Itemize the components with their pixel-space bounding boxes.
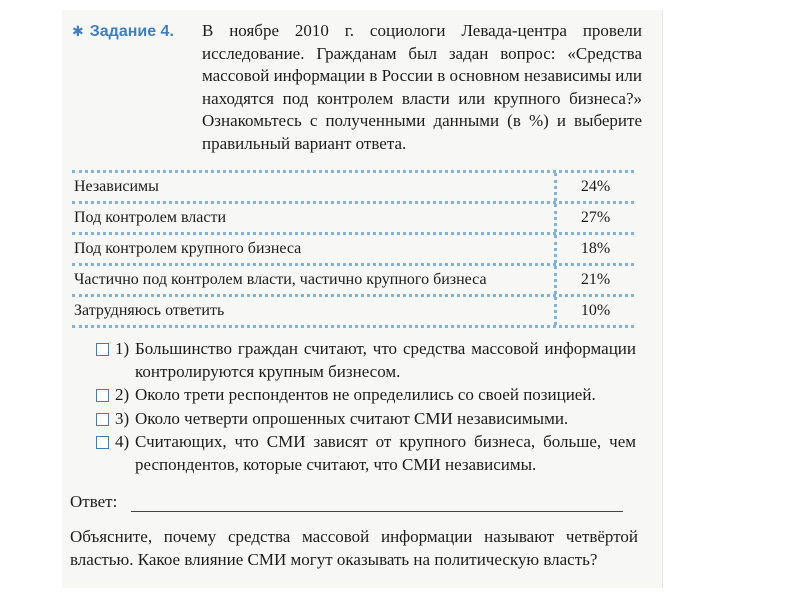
row-value: 24%	[554, 173, 634, 201]
task-heading	[72, 20, 196, 44]
option-number: 1)	[115, 339, 130, 358]
option-checkbox[interactable]	[96, 413, 109, 426]
textbook-page	[62, 10, 662, 588]
asterisk-icon: ✱	[72, 23, 84, 39]
task-block	[72, 20, 642, 156]
survey-table	[72, 170, 634, 328]
option-text: Около четверти опрошенных считают СМИ независимыми.	[135, 408, 569, 428]
row-label: Затрудняюсь ответить	[74, 302, 225, 319]
option-text: Считающих, что СМИ зависят от крупного бизнеса, больше, чем респондентов, которые считают, что СМИ независимы.	[135, 432, 636, 474]
option-4[interactable]	[96, 431, 636, 476]
row-label: Частично под контролем власти, частично крупного бизнеса	[74, 271, 487, 288]
task-heading-text: Задание 4.	[89, 23, 174, 40]
option-text: Около трети респондентов не определились со своей позицией.	[135, 385, 596, 405]
table-row	[72, 297, 634, 328]
option-checkbox[interactable]	[96, 389, 109, 402]
row-label: Под контролем крупного бизнеса	[74, 240, 302, 257]
option-number: 2)	[115, 385, 130, 405]
row-value: 21%	[554, 266, 634, 294]
option-checkbox[interactable]	[96, 436, 109, 449]
option-checkbox[interactable]	[96, 343, 109, 356]
task-text: В ноябре 2010 г. социологи Левада-центра провели исследование. Гражданам был задан вопрос: «Средства массовой информации в России в основном независимы или находятся под контролем власти или крупного бизнеса?» Ознакомьтесь с полученными данными (в %) и выберите правильный вариант ответа.	[202, 21, 642, 153]
answer-line[interactable]	[131, 497, 623, 512]
row-label: Под контролем власти	[74, 209, 227, 226]
answer-options	[96, 338, 636, 478]
answer-label: Ответ:	[70, 492, 118, 511]
option-number: 4)	[115, 432, 130, 452]
option-text: Большинство граждан считают, что средства массовой информации контролируются крупным бизнесом.	[135, 339, 636, 381]
row-value: 27%	[554, 204, 634, 232]
row-label: Независимы	[74, 178, 159, 195]
table-row	[72, 235, 634, 266]
explain-question: Объясните, почему средства массовой информации называют четвёртой властью. Какое влияние СМИ могут оказывать на политическую власть?	[70, 527, 638, 569]
option-2[interactable]	[96, 384, 636, 407]
table-row	[72, 173, 634, 204]
option-3[interactable]	[96, 408, 636, 431]
answer-area	[70, 492, 630, 512]
option-number: 3)	[115, 408, 130, 428]
row-value: 10%	[554, 297, 634, 325]
table-row	[72, 204, 634, 235]
option-1[interactable]	[96, 338, 636, 383]
row-value: 18%	[554, 235, 634, 263]
table-row	[72, 266, 634, 297]
